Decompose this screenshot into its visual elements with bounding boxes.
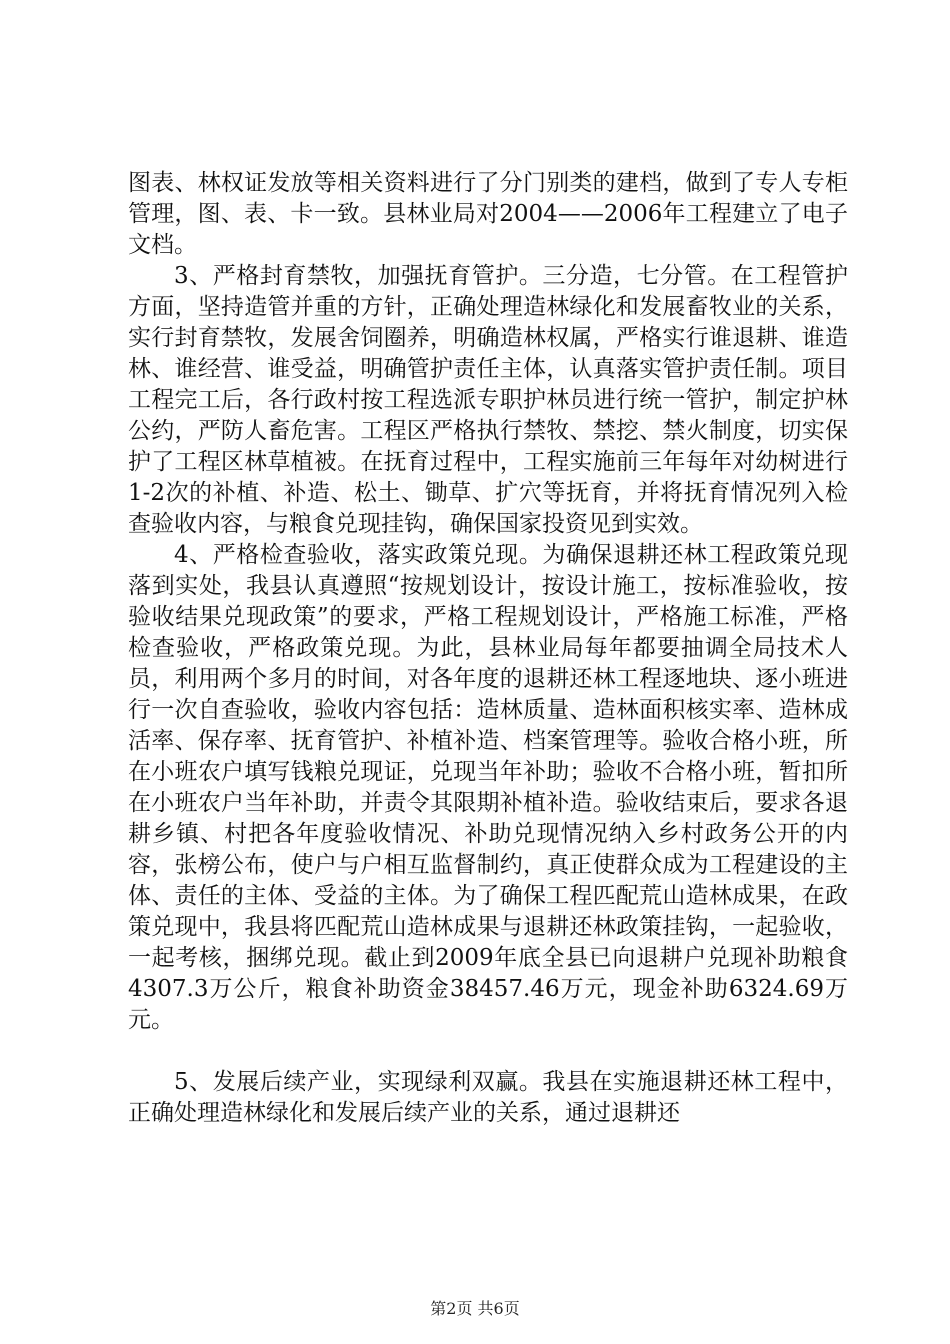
paragraph-continuation: 图表、林权证发放等相关资料进行了分门别类的建档，做到了专人专柜管理，图、表、卡一致。县林业局对2004——2006年工程建立了电子文档。 — [128, 170, 848, 258]
page-footer: 第2页 共6页 — [430, 1299, 520, 1318]
paragraph-section-5: 5、发展后续产业，实现绿利双赢。我县在实施退耕还林工程中，正确处理造林绿化和发展后续产业的关系，通过退耕还 — [128, 1069, 848, 1126]
paragraph-section-4: 4、严格检查验收，落实政策兑现。为确保退耕还林工程政策兑现落到实处，我县认真遵照“按规划设计，按设计施工，按标准验收，按验收结果兑现政策”的要求，严格工程规划设计，严格施工标准，严格检查验收，严格政策兑现。为此，县林业局每年都要抽调全局技术人员，利用两个多月的时间，对各年度的退耕还林工程逐地块、逐小班进行一次自查验收，验收内容包括：造林质量、造林面积核实率、造林成活率、保存率、抚育管护、补植补造、档案管理等。验收合格小班，所在小班农户填写钱粮兑现证，兑现当年补助；验收不合格小班，暂扣所在小班农户当年补助，并责令其限期补植补造。验收结束后，要求各退耕乡镇、村把各年度验收情况、补助兑现情况纳入乡村政务公开的内容，张榜公布，使户与户相互监督制约，真正使群众成为工程建设的主体、责任的主体、受益的主体。为了确保工程匹配荒山造林成果，在政策兑现中，我县将匹配荒山造林成果与退耕还林政策挂钩，一起验收，一起考核，捆绑兑现。截止到2009年底全县已向退耕户兑现补助粮食4307.3万公斤，粮食补助资金38457.46万元，现金补助6324.69万元。 — [128, 542, 848, 1033]
paragraph-section-3: 3、严格封育禁牧，加强抚育管护。三分造，七分管。在工程管护方面，坚持造管并重的方针，正确处理造林绿化和发展畜牧业的关系，实行封育禁牧，发展舍饲圈养，明确造林权属，严格实行谁退耕、谁造林、谁经营、谁受益，明确管护责任主体，认真落实管护责任制。项目工程完工后，各行政村按工程选派专职护林员进行统一管护，制定护林公约，严防人畜危害。工程区严格执行禁牧、禁挖、禁火制度，切实保护了工程区林草植被。在抚育过程中，工程实施前三年每年对幼树进行1-2次的补植、补造、松土、锄草、扩穴等抚育，并将抚育情况列入检查验收内容，与粮食兑现挂钩，确保国家投资见到实效。 — [128, 263, 848, 537]
document-body — [128, 168, 848, 1129]
